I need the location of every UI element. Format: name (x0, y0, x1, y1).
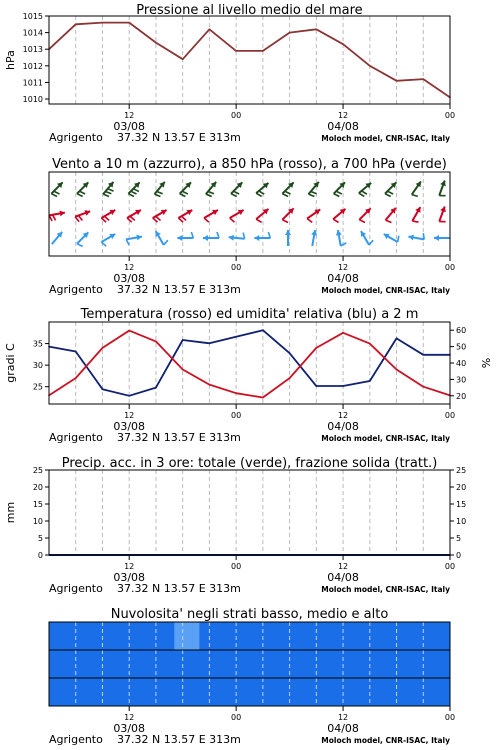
cloud-cell (425, 678, 451, 706)
chart-title: Precip. acc. in 3 ore: totale (verde), frazione solida (tratt.) (61, 456, 438, 471)
wind-barb (309, 182, 319, 197)
wind-barb (75, 210, 90, 222)
data-point (182, 369, 184, 371)
x-tick-label: 00 (444, 111, 456, 120)
wind-barb (333, 209, 345, 223)
barb-feather (307, 219, 312, 223)
cloud-cell (74, 622, 100, 650)
footer-coords: 37.32 N 13.57 E 313m (117, 733, 241, 746)
y-tick-label: 15 (32, 500, 43, 509)
barb-feather (78, 216, 82, 221)
data-point (316, 385, 318, 387)
barb-head (254, 235, 259, 241)
wind-barb (153, 210, 167, 222)
wind-barb (336, 230, 346, 246)
cloud-panel (49, 607, 455, 746)
cloud-cell (49, 622, 75, 650)
cloud-cell (300, 650, 326, 678)
wind-barb (52, 232, 62, 244)
x-tick-label: 00 (444, 713, 456, 722)
barb-head (177, 235, 182, 241)
x-tick-label: 00 (231, 111, 242, 120)
barb-feather (157, 191, 163, 193)
x-tick-label: 12 (124, 411, 135, 420)
footer-coords: 37.32 N 13.57 E 313m (117, 431, 241, 444)
footer-location: Agrigento (49, 131, 103, 144)
barb-feather (282, 220, 288, 223)
pressure-panel (4, 3, 455, 144)
cloud-cell (149, 650, 175, 678)
data-point (128, 22, 130, 24)
cloud-cell (124, 622, 150, 650)
cloud-cell (275, 678, 301, 706)
x-tick-label: 12 (124, 263, 135, 272)
barb-feather (359, 220, 365, 223)
x-tick-label: 12 (337, 111, 349, 120)
footer-model: Moloch model, CNR-ISAC, Italy (321, 736, 450, 745)
cloud-cell (400, 678, 426, 706)
footer-coords: 37.32 N 13.57 E 313m (117, 283, 241, 296)
y-tick-label: 10 (456, 517, 467, 526)
y-tick-label: 1010 (22, 95, 43, 105)
barb-feather (126, 239, 129, 245)
wind-barb (256, 209, 268, 223)
barb-feather (311, 191, 317, 193)
y-axis-label: gradi C (4, 343, 17, 383)
cloud-cell (350, 678, 376, 706)
data-point (102, 347, 104, 349)
barb-feather (204, 218, 209, 222)
x-date-label: 03/08 (113, 420, 146, 433)
cloud-cell (325, 678, 351, 706)
y-tick-label: 0 (37, 551, 43, 560)
barb-feather (54, 191, 60, 194)
footer-model: Moloch model, CNR-ISAC, Italy (321, 134, 450, 143)
y-tick-label: 25 (32, 382, 43, 392)
x-tick-label: 12 (124, 713, 135, 722)
x-tick-label: 12 (337, 411, 349, 420)
barb-feather (108, 189, 114, 191)
wind-barb (439, 206, 446, 221)
wind-barb (49, 211, 65, 221)
y-tick-label: 1014 (22, 28, 43, 38)
data-point (262, 397, 264, 399)
barb-feather (359, 193, 364, 196)
wind-panel (49, 157, 455, 296)
barb-feather (53, 215, 56, 221)
wind-barb (412, 207, 420, 222)
data-point (155, 341, 157, 343)
data-point (316, 347, 318, 349)
cloud-cell (224, 650, 250, 678)
x-tick-label: 00 (231, 562, 242, 571)
data-point (235, 336, 237, 338)
x-date-label: 03/08 (113, 722, 146, 735)
barb-feather (385, 194, 391, 197)
y-tick-label: 35 (32, 339, 43, 349)
plot-border (49, 470, 450, 555)
barb-feather (103, 194, 109, 196)
barb-feather (77, 194, 83, 197)
wind-barb (101, 234, 115, 246)
cloud-cell (350, 622, 376, 650)
wind-barb (254, 232, 270, 241)
x-tick-label: 00 (231, 411, 242, 420)
barb-feather (256, 193, 261, 196)
data-point (235, 50, 237, 52)
barb-feather (206, 194, 212, 196)
footer-coords: 37.32 N 13.57 E 313m (117, 582, 241, 595)
chart-title: Nuvolosita' negli strati basso, medio e alto (110, 607, 389, 622)
y-tick-label: 50 (456, 342, 467, 352)
data-point (369, 65, 371, 67)
cloud-cell (124, 678, 150, 706)
y-tick-label: 30 (456, 375, 467, 385)
y-tick-label: 10 (32, 517, 43, 526)
barb-head (203, 235, 208, 241)
footer-location: Agrigento (49, 431, 103, 444)
chart-title: Vento a 10 m (azzurro), a 850 hPa (rosso), a 700 hPa (verde) (52, 157, 447, 172)
barb-feather (259, 191, 264, 194)
barb-feather (181, 216, 186, 220)
x-tick-label: 12 (337, 562, 349, 571)
data-point (342, 43, 344, 45)
x-date-label: 03/08 (113, 272, 146, 285)
data-point (235, 392, 237, 394)
cloud-cell (149, 622, 175, 650)
footer-model: Moloch model, CNR-ISAC, Italy (321, 286, 450, 295)
cloud-cell (250, 650, 276, 678)
wind-barb (203, 232, 219, 241)
x-tick-label: 00 (231, 713, 242, 722)
cloud-cell (199, 622, 225, 650)
data-point (289, 352, 291, 354)
barb-feather (130, 216, 135, 220)
x-tick-label: 00 (444, 562, 456, 571)
y-tick-label: 20 (456, 483, 467, 492)
wind-barb (178, 210, 192, 222)
y-tick-label: 15 (456, 500, 467, 509)
wind-barb (128, 182, 139, 196)
cloud-cell (124, 650, 150, 678)
x-date-label: 03/08 (113, 571, 146, 584)
barb-feather (334, 194, 340, 197)
y-tick-label: 1013 (22, 45, 43, 55)
data-point (209, 343, 211, 345)
temperature-panel (4, 307, 493, 444)
x-tick-label: 00 (444, 263, 456, 272)
barb-feather (285, 191, 291, 194)
barb-feather (79, 191, 85, 194)
wind-barb (77, 232, 88, 246)
wind-barb (385, 182, 396, 196)
wind-barb (256, 183, 268, 197)
y-tick-label: 40 (456, 359, 467, 368)
wind-barb (408, 233, 424, 240)
cloud-cell (300, 678, 326, 706)
y-tick-label: 1015 (22, 12, 43, 21)
barb-feather (398, 236, 399, 242)
footer-location: Agrigento (49, 733, 103, 746)
x-date-label: 04/08 (327, 272, 359, 285)
barb-feather (362, 191, 367, 194)
barb-feather (105, 191, 111, 193)
data-point (75, 377, 77, 379)
data-point (369, 343, 371, 345)
cloud-cell (325, 622, 351, 650)
barb-feather (49, 215, 52, 221)
barb-feather (423, 233, 424, 239)
y-tick-label: 5 (37, 534, 43, 543)
x-tick-label: 12 (124, 562, 135, 571)
x-date-label: 04/08 (327, 420, 359, 433)
wind-barb (386, 208, 396, 223)
x-tick-label: 00 (444, 411, 456, 420)
data-point (155, 387, 157, 389)
barb-feather (333, 219, 338, 222)
barb-feather (153, 218, 158, 222)
wind-barb (230, 210, 244, 222)
cloud-cell (224, 622, 250, 650)
data-point (369, 380, 371, 382)
data-point (102, 388, 104, 390)
data-point (422, 386, 424, 388)
data-point (422, 78, 424, 80)
x-tick-label: 12 (337, 263, 349, 272)
wind-barb (103, 182, 113, 197)
y-tick-label: 60 (456, 326, 467, 336)
wind-barb (204, 210, 218, 222)
footer-location: Agrigento (49, 283, 103, 296)
cloud-cell (275, 622, 301, 650)
y-tick-label: 1012 (22, 61, 43, 71)
barb-feather (412, 195, 418, 197)
x-tick-label: 00 (231, 263, 242, 272)
y-tick-label: 20 (32, 483, 43, 492)
y-tick-label: 25 (32, 466, 43, 475)
data-point (128, 330, 130, 332)
wind-barb (229, 233, 245, 241)
plot-border (49, 16, 450, 104)
data-point (342, 332, 344, 334)
wind-barb (282, 208, 293, 222)
y-axis-label: % (480, 357, 493, 369)
data-point (182, 58, 184, 60)
data-point (209, 384, 211, 386)
data-point (128, 395, 130, 397)
data-point (182, 339, 184, 341)
wind-barb (101, 210, 115, 222)
wind-barb (231, 182, 242, 196)
y-axis-label: hPa (4, 50, 17, 70)
wind-barb (206, 182, 216, 197)
cloud-cell (400, 622, 426, 650)
wind-barb (412, 181, 421, 196)
wind-barb (127, 210, 141, 222)
x-tick-label: 12 (337, 713, 349, 722)
cloud-cell (325, 650, 351, 678)
chart-title: Temperatura (rosso) ed umidita' relativa (blu) a 2 m (80, 307, 419, 322)
wind-barb (307, 209, 320, 222)
cloud-cell (300, 622, 326, 650)
data-point (155, 42, 157, 44)
data-point (262, 50, 264, 52)
wind-barb (439, 180, 446, 195)
cloud-cell (224, 678, 250, 706)
chart-title: Pressione al livello medio del mare (136, 3, 363, 18)
barb-feather (309, 194, 315, 196)
barb-feather (156, 216, 161, 220)
y-tick-label: 30 (32, 361, 43, 371)
wind-barb (51, 182, 62, 196)
barb-feather (412, 221, 418, 222)
wind-barb (126, 235, 142, 245)
cloud-cell (174, 678, 200, 706)
barb-feather (230, 218, 235, 222)
precip-panel (4, 456, 466, 595)
cloud-cell (74, 650, 100, 678)
cloud-cell (425, 650, 451, 678)
data-point (209, 28, 211, 30)
data-point (342, 385, 344, 387)
barb-feather (387, 191, 393, 194)
barb-feather (178, 218, 183, 222)
cloud-cell (149, 678, 175, 706)
data-point (289, 377, 291, 379)
cloud-cell (400, 650, 426, 678)
y-axis-label: mm (4, 501, 17, 524)
cloud-cell (74, 678, 100, 706)
data-point (102, 22, 104, 24)
cloud-cell (275, 650, 301, 678)
pressure-line (49, 23, 450, 98)
footer-location: Agrigento (49, 582, 103, 595)
barb-head (434, 235, 439, 241)
y-tick-label: 25 (456, 466, 467, 475)
x-date-label: 04/08 (327, 120, 359, 133)
cloud-cell (199, 650, 225, 678)
data-point (75, 24, 77, 26)
data-point (396, 80, 398, 82)
barb-feather (77, 244, 83, 247)
cloud-cell (425, 622, 451, 650)
barb-feather (336, 191, 342, 194)
wind-barb (434, 235, 450, 241)
barb-feather (386, 220, 392, 222)
cloud-cell (199, 678, 225, 706)
cloud-cell (174, 622, 200, 650)
barb-feather (282, 194, 288, 197)
footer-model: Moloch model, CNR-ISAC, Italy (321, 434, 450, 443)
wind-barb (359, 208, 370, 222)
barb-feather (51, 194, 57, 197)
cloud-cell (350, 650, 376, 678)
temperature-line (49, 331, 450, 398)
data-point (396, 338, 398, 340)
y-tick-label: 5 (456, 534, 462, 543)
data-point (316, 28, 318, 30)
x-tick-label: 12 (124, 111, 135, 120)
barb-feather (256, 219, 261, 222)
y-tick-label: 20 (456, 391, 467, 401)
wind-barb (282, 182, 293, 196)
x-date-label: 04/08 (327, 722, 359, 735)
barb-head (229, 235, 234, 241)
cloud-cell (250, 622, 276, 650)
cloud-cell (250, 678, 276, 706)
footer-coords: 37.32 N 13.57 E 313m (117, 131, 241, 144)
y-tick-label: 0 (456, 551, 462, 560)
barb-feather (75, 217, 79, 222)
barb-feather (164, 240, 168, 245)
y-tick-label: 1011 (22, 78, 43, 88)
data-point (422, 354, 424, 356)
wind-barb (177, 232, 193, 241)
wind-barb (361, 231, 373, 245)
x-date-label: 03/08 (113, 120, 146, 133)
wind-barb (77, 182, 88, 196)
barb-feather (155, 194, 161, 196)
barb-feather (104, 216, 109, 220)
data-point (289, 32, 291, 34)
barb-feather (133, 189, 139, 192)
wind-barb (180, 182, 191, 196)
cloud-cell (49, 650, 75, 678)
data-point (396, 369, 398, 371)
wind-barb (156, 231, 168, 245)
footer-model: Moloch model, CNR-ISAC, Italy (321, 585, 450, 594)
cloud-cell (174, 650, 200, 678)
data-point (75, 351, 77, 353)
x-date-label: 04/08 (327, 571, 359, 584)
barb-feather (131, 191, 137, 194)
data-point (262, 329, 264, 331)
cloud-cell (49, 678, 75, 706)
wind-barb (359, 183, 371, 197)
